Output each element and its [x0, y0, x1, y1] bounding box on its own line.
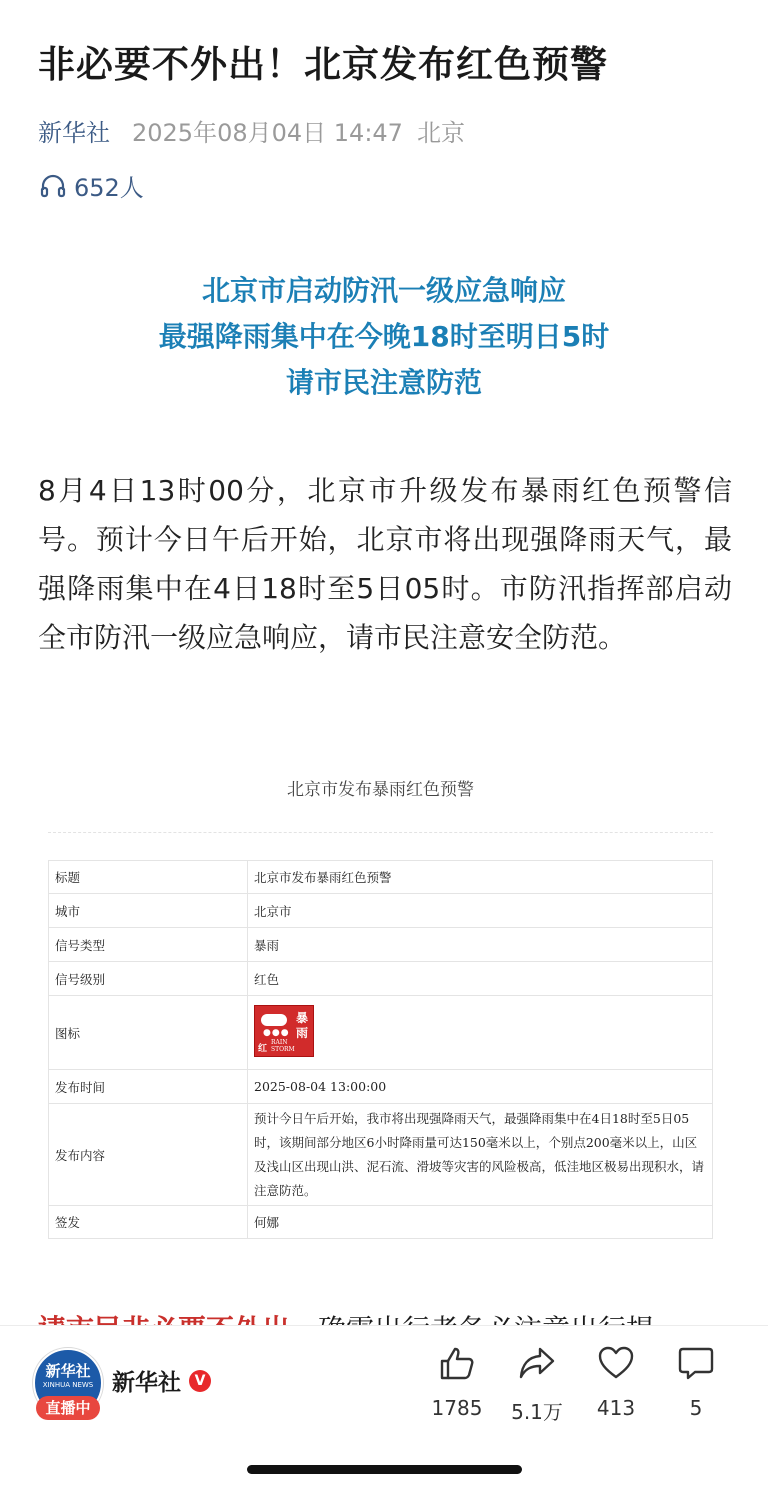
table-row	[49, 1206, 713, 1239]
home-indicator[interactable]	[247, 1465, 522, 1474]
listen-count: 652人	[74, 174, 144, 202]
table-value: 何娜	[248, 1206, 713, 1239]
cloud-icon	[261, 1014, 287, 1026]
publish-time: 2025年08月04日 14:47	[132, 119, 403, 147]
warning-figure[interactable]	[48, 770, 713, 1230]
table-value: 暴雨	[248, 928, 713, 962]
live-badge[interactable]: 直播中	[36, 1396, 100, 1420]
icon-english: RAIN STORM	[271, 1039, 295, 1053]
share-count: 5.1万	[511, 1400, 563, 1424]
figure-divider	[48, 832, 713, 833]
like-button[interactable]	[417, 1344, 497, 1420]
table-key: 发布内容	[49, 1104, 248, 1206]
avatar-logo-text: 新华社	[45, 1362, 91, 1380]
favorite-button[interactable]	[576, 1344, 656, 1420]
highlight-block	[0, 268, 768, 406]
table-row	[49, 996, 713, 1070]
highlight-line: 北京市启动防汛一级应急响应	[201, 274, 566, 307]
comment-count: 5	[689, 1396, 703, 1420]
rainstorm-warning-icon	[254, 1005, 314, 1057]
article-meta	[38, 113, 465, 148]
table-key: 标题	[49, 861, 248, 894]
figure-title: 北京市发布暴雨红色预警	[287, 780, 474, 800]
publish-location: 北京	[416, 119, 465, 147]
table-value: 北京市发布暴雨红色预警	[248, 861, 713, 894]
table-key: 签发	[49, 1206, 248, 1239]
avatar-logo-subtext: XINHUA NEWS	[42, 1381, 94, 1389]
source-link[interactable]: 新华社	[38, 119, 110, 147]
table-row	[49, 1104, 713, 1206]
article-body: 8月4日13时00分，北京市升级发布暴雨红色预警信号。预计今日午后开始，北京市将出现强降雨天气，最强降雨集中在4日18时至5日05时。市防汛指挥部启动全市防汛一级应急响应，请市民注意安全防范。	[38, 474, 732, 654]
table-key: 城市	[49, 894, 248, 928]
thumbs-up-icon	[438, 1344, 476, 1382]
warning-table	[48, 860, 713, 1239]
comment-button[interactable]	[656, 1344, 736, 1420]
table-value	[248, 996, 713, 1070]
table-value: 预计今日午后开始，我市将出现强降雨天气，最强降雨集中在4日18时至5日05时，该期间部分地区6小时降雨量可达150毫米以上，个别点200毫米以上，山区及浅山区出现山洪、泥石流、滑坡等灾害的风险极高，低洼地区极易出现积水，请注意防范。	[248, 1104, 713, 1206]
table-value: 2025-08-04 13:00:00	[248, 1070, 713, 1104]
share-button[interactable]	[497, 1344, 577, 1425]
highlight-line: 请市民注意防范	[285, 366, 482, 399]
table-row	[49, 861, 713, 894]
author-label: 新华社	[112, 1370, 181, 1396]
table-row	[49, 1070, 713, 1104]
icon-char: 红	[258, 1044, 268, 1054]
author-name[interactable]	[112, 1364, 211, 1397]
verified-icon: V	[189, 1370, 211, 1392]
headphones-icon	[40, 174, 66, 198]
icon-char: 暴	[295, 1011, 308, 1025]
rain-drops: ●●●	[263, 1028, 290, 1038]
highlight-line: 最强降雨集中在今晚18时至明日5时	[158, 320, 610, 353]
table-value: 红色	[248, 962, 713, 996]
article-title: 非必要不外出！北京发布红色预警	[38, 43, 608, 86]
listen-button[interactable]	[40, 168, 144, 203]
favorite-count: 413	[596, 1396, 636, 1420]
table-key: 发布时间	[49, 1070, 248, 1104]
heart-icon	[597, 1344, 635, 1382]
table-key: 信号级别	[49, 962, 248, 996]
share-arrow-icon	[518, 1344, 556, 1382]
comment-bubble-icon	[677, 1344, 715, 1382]
icon-char: 雨	[295, 1026, 308, 1040]
table-row	[49, 928, 713, 962]
like-count: 1785	[431, 1396, 483, 1420]
table-row	[49, 962, 713, 996]
table-key: 信号类型	[49, 928, 248, 962]
table-row	[49, 894, 713, 928]
table-key: 图标	[49, 996, 248, 1070]
table-value: 北京市	[248, 894, 713, 928]
